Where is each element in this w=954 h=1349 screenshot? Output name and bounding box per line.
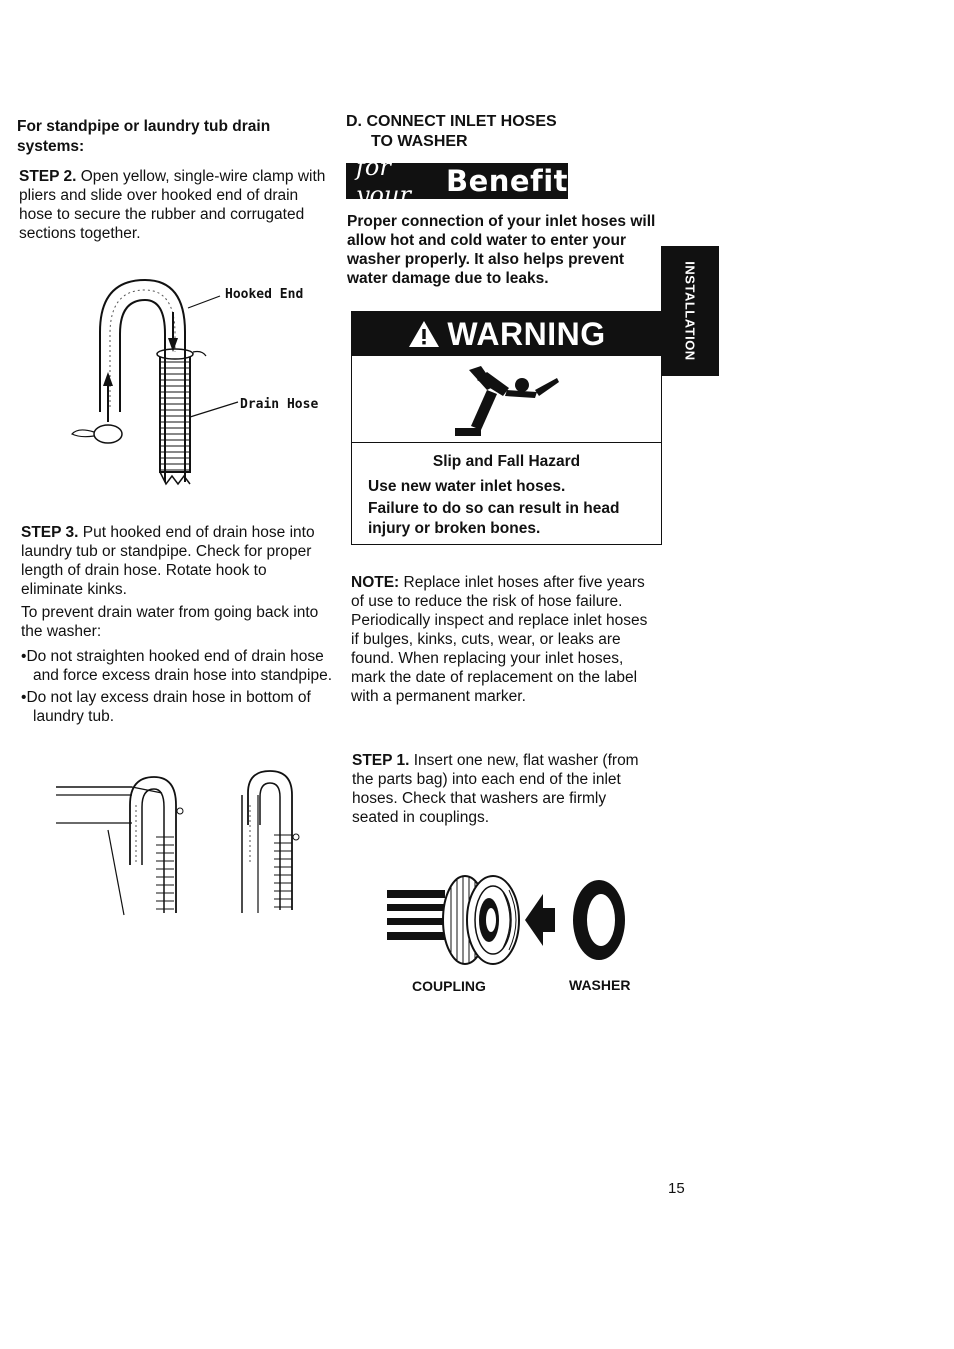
page-number: 15 [668, 1180, 685, 1197]
hazard-consequence: Failure to do so can result in head injury or broken bones. [368, 500, 620, 537]
hazard-instruction: Use new water inlet hoses. [368, 478, 566, 495]
warning-title: WARNING [447, 315, 606, 352]
step1-label: STEP 1. [352, 752, 410, 769]
list-item: • Do not straighten hooked end of drain hose and force excess drain hose into standpipe. [21, 647, 333, 685]
step2-text: Open yellow, single-wire clamp with pliers and slide over hooked end of drain hose to secure the rubber and corrugated sections together. [19, 168, 326, 242]
note-paragraph [351, 573, 656, 706]
warning-triangle-icon [407, 319, 441, 349]
benefit-word: Benefit [445, 164, 568, 198]
step3-label: STEP 3. [21, 524, 79, 541]
washer-label: WASHER [569, 977, 631, 993]
warning-box [351, 311, 662, 545]
step2-label: STEP 2. [19, 168, 77, 185]
heading-line-1: D. CONNECT INLET HOSES [346, 113, 557, 130]
step3-text: Put hooked end of drain hose into laundry tub or standpipe. Check for proper length of drain hose. Rotate hook to eliminate kinks. [21, 524, 315, 598]
benefit-text: Proper connection of your inlet hoses will allow hot and cold water to enter your washer properly. It also helps prevent water damage due to leaks. [347, 213, 656, 287]
warning-divider [352, 442, 661, 443]
coupling-label: COUPLING [412, 978, 486, 994]
step2-paragraph [19, 167, 331, 243]
prevent-bullet-list [21, 647, 333, 726]
step3-paragraph [21, 523, 331, 599]
note-text: Replace inlet hoses after five years of use to reduce the risk of hose failure. Periodically inspect and replace inlet hoses if bulges, kinks, cuts, wear, or leaks are found. When replacing your inlet hoses, mark the date of replacement on the label with a permanent marker. [351, 574, 648, 705]
side-tab-label: INSTALLATION [682, 261, 698, 361]
heading-line-2: TO WASHER [371, 133, 468, 150]
for-your-benefit-banner [346, 153, 568, 209]
coupling-washer-figure [385, 870, 635, 975]
warning-header [352, 312, 661, 356]
drain-hose-hooked-end-figure [60, 272, 330, 492]
drain-hose-placement-figure [52, 765, 312, 920]
note-label: NOTE: [351, 574, 400, 591]
benefit-prefix: for your [356, 153, 411, 209]
installation-side-tab [661, 246, 719, 376]
drain-hose-label: Drain Hose [240, 397, 319, 412]
hazard-title: Slip and Fall Hazard [432, 453, 581, 470]
section-heading-connect-inlet [346, 112, 646, 152]
hooked-end-label: Hooked End [225, 287, 304, 302]
step1-paragraph [352, 751, 642, 827]
prevent-paragraph: To prevent drain water from going back into the washer: [21, 604, 319, 640]
slip-and-fall-icon [447, 360, 567, 440]
section-heading-standpipe: For standpipe or laundry tub drain systems: [17, 118, 271, 155]
step1-text: Insert one new, flat washer (from the parts bag) into each end of the inlet hoses. Check that washers are firmly seated in couplings. [352, 752, 639, 826]
list-item: • Do not lay excess drain hose in bottom of laundry tub. [21, 688, 333, 726]
